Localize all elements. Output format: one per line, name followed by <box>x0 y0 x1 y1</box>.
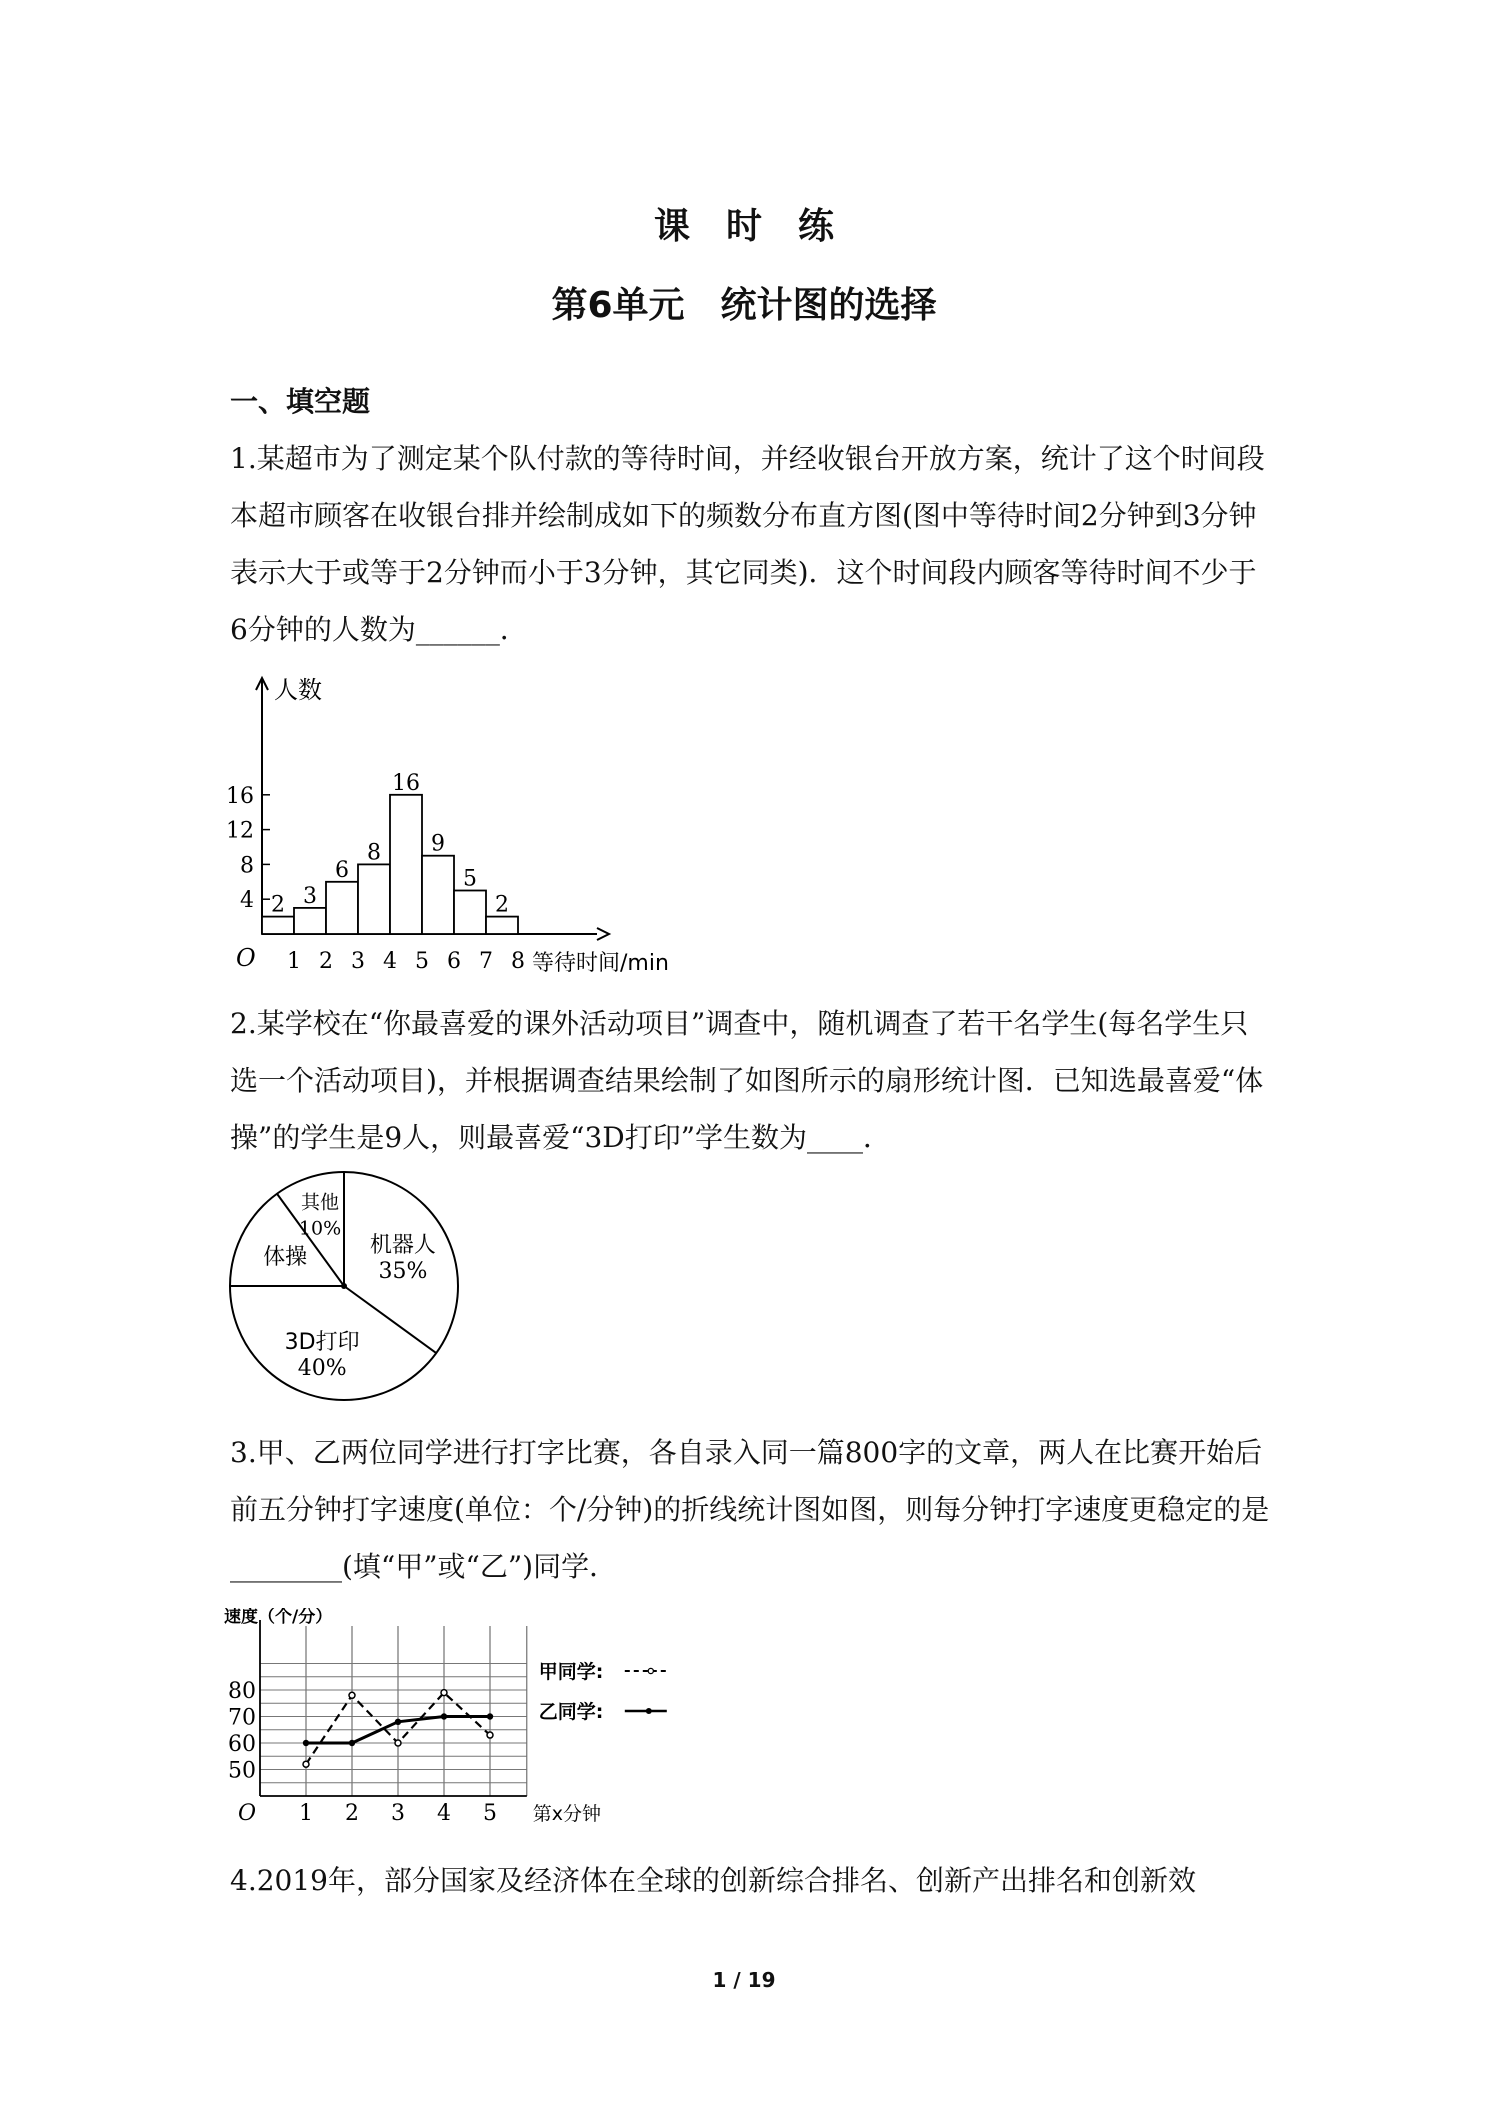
series-point <box>349 1692 355 1698</box>
bar-value-label: 2 <box>495 892 509 918</box>
pie-slice-percent: 10% <box>298 1217 342 1240</box>
x-tick-label: 2 <box>345 1801 359 1826</box>
pie-center <box>341 1283 347 1289</box>
pie-slice-percent: 35% <box>378 1258 428 1284</box>
series-point <box>487 1713 493 1719</box>
pie-slice-label: 体操 <box>263 1244 308 1270</box>
x-tick-label: 2 <box>319 949 333 974</box>
x-tick-label: 5 <box>415 949 429 974</box>
bar-value-label: 16 <box>392 770 420 796</box>
histogram-chart <box>220 668 740 980</box>
x-tick-label: 3 <box>391 1801 405 1826</box>
pie-chart <box>220 1168 470 1408</box>
x-tick-label: 8 <box>511 949 525 974</box>
x-tick-label: 4 <box>383 949 397 974</box>
bar-value-label: 6 <box>335 857 349 883</box>
y-tick-label: 80 <box>228 1679 256 1704</box>
x-tick-label: 3 <box>351 949 365 974</box>
y-tick-label: 8 <box>240 853 254 879</box>
x-tick-label: 1 <box>287 949 301 974</box>
series-point <box>395 1719 401 1725</box>
x-tick-label: 5 <box>483 1801 497 1826</box>
histogram-bar <box>422 856 454 934</box>
histogram-bar <box>486 917 518 934</box>
y-tick-label: 50 <box>228 1758 256 1784</box>
y-axis-label: 人数 <box>274 676 322 704</box>
x-tick-label: 4 <box>437 1801 451 1826</box>
y-tick-label: 70 <box>228 1705 256 1731</box>
pie-slice-label: 3D打印 <box>284 1330 360 1356</box>
x-axis-arrow <box>597 928 609 940</box>
series-point <box>441 1713 447 1719</box>
histogram-bar <box>262 917 294 934</box>
legend-label: 甲同学: <box>538 1661 604 1683</box>
histogram-bar <box>358 864 390 934</box>
line-chart <box>222 1608 722 1828</box>
y-tick-label: 4 <box>240 888 254 914</box>
question-1-text: 1.某超市为了测定某个队付款的等待时间，并经收银台开放方案，统计了这个时间段本超市顾客在收银台排并绘制成如下的频数分布直方图(图中等待时间2分钟到3分钟表示大于或等于2分钟而小于3分钟，其它同类)．这个时间段内顾客等待时间不少于6分钟的人数为______． <box>230 442 1265 646</box>
x-tick-label: 7 <box>479 949 493 974</box>
origin-label: O <box>236 944 256 972</box>
x-tick-label: 6 <box>447 949 461 974</box>
histogram-bar <box>294 908 326 934</box>
page-number: 1 / 19 <box>712 1968 776 1992</box>
series-point <box>349 1740 355 1746</box>
series-point <box>303 1740 309 1746</box>
section-heading-fill-in: 一、填空题 <box>230 385 371 418</box>
question-2-text: 2.某学校在“你最喜爱的课外活动项目”调查中，随机调查了若干名学生(每名学生只选一个活动项目)，并根据调查结果绘制了如图所示的扇形统计图．已知选最喜爱“体操”的学生是9人，则最喜爱“3D打印”学生数为____． <box>230 1007 1264 1154</box>
question-4-text: 4.2019年，部分国家及经济体在全球的创新综合排名、创新产出排名和创新效 <box>230 1864 1196 1897</box>
x-tick-label: 1 <box>299 1801 313 1826</box>
series-point <box>441 1690 447 1696</box>
question-3-text: 3.甲、乙两位同学进行打字比赛，各自录入同一篇800字的文章，两人在比赛开始后前五分钟打字速度(单位：个/分钟)的折线统计图如图，则每分钟打字速度更稳定的是________(填“甲”或“乙”)同学． <box>230 1436 1270 1583</box>
x-axis-label: 第x分钟 <box>532 1803 602 1825</box>
series-point <box>303 1761 309 1767</box>
histogram-bar <box>326 882 358 934</box>
page-subtitle: 第6单元 统计图的选择 <box>551 285 937 326</box>
histogram-bar <box>390 795 422 934</box>
page-title: 课 时 练 <box>653 206 834 247</box>
bar-value-label: 5 <box>463 866 477 892</box>
bar-value-label: 8 <box>367 840 381 866</box>
bar-value-label: 2 <box>271 892 285 918</box>
legend-marker <box>648 1668 653 1673</box>
y-tick-label: 12 <box>226 818 254 844</box>
y-tick-label: 60 <box>228 1732 256 1757</box>
x-axis-label: 等待时间/min <box>532 951 669 976</box>
bar-value-label: 9 <box>431 831 445 857</box>
series-point <box>395 1740 401 1746</box>
origin-label: O <box>238 1801 257 1826</box>
legend-label: 乙同学: <box>538 1701 604 1723</box>
series-point <box>487 1732 493 1738</box>
pie-slice-label: 其他 <box>301 1191 340 1214</box>
y-axis-label: 速度（个/分） <box>224 1608 333 1627</box>
histogram-bar <box>454 891 486 935</box>
legend-marker <box>646 1708 652 1714</box>
pie-slice-percent: 40% <box>297 1356 347 1382</box>
bar-value-label: 3 <box>303 883 317 909</box>
y-tick-label: 16 <box>226 783 254 809</box>
pie-slice-label: 机器人 <box>369 1232 436 1258</box>
